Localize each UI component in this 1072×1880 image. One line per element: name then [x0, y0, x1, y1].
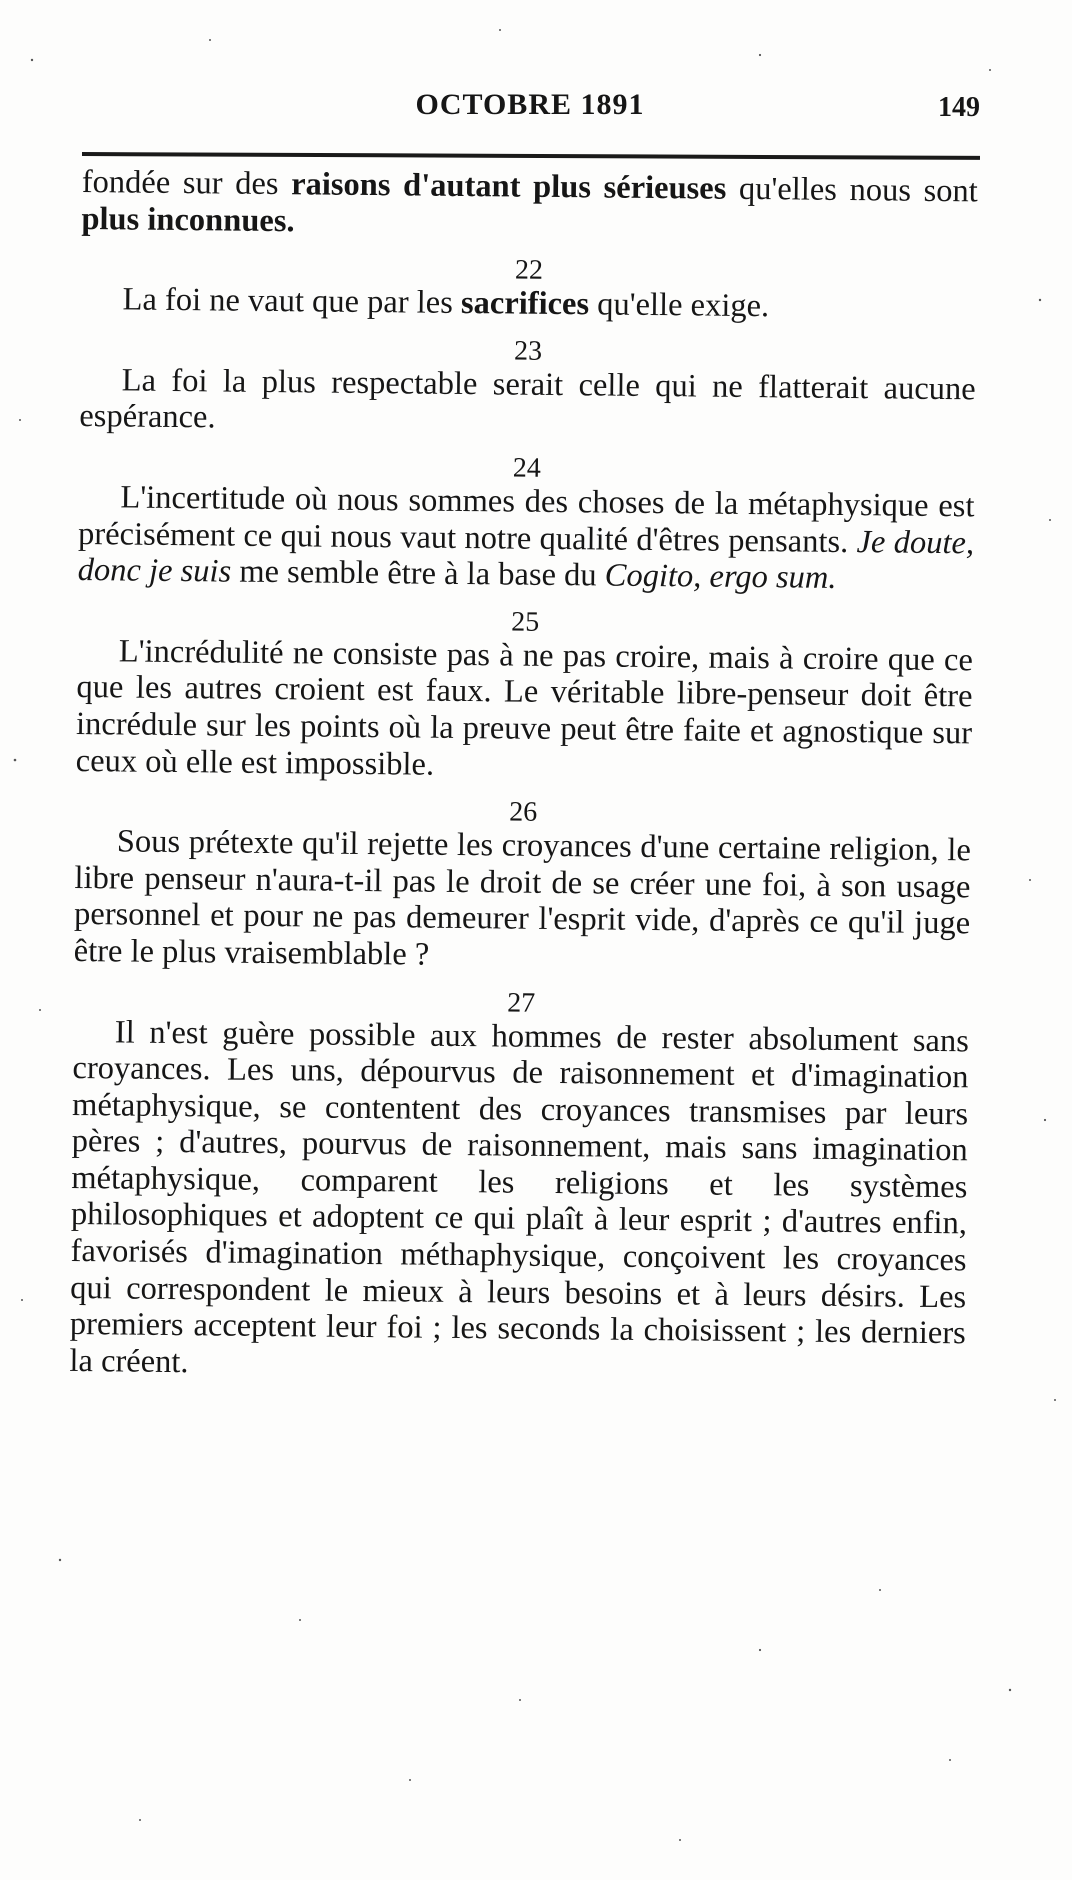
maxim-number-26: 26: [509, 796, 538, 828]
page-number: 149: [938, 92, 980, 123]
maxim-22-text-a: La foi ne vaut que par les: [122, 281, 462, 322]
maxim-26: Sous prétexte qu'il rejette les croyances d'une certaine religion, le libre penseur n'aura-t-il pas le droit de se créer une foi, à son usage personnel et pour ne pas demeurer l'esprit vide, d'après ce qu'il juge être le plus vraisemblable ?: [73, 823, 972, 973]
page-header: [80, 88, 980, 128]
continuation-text-c: qu'elles nous sont: [726, 170, 978, 210]
maxim-22-bold: sacrifices: [460, 285, 590, 323]
maxim-25: L'incrédulité ne consiste pas à ne pas croire, mais à croire que ce que les autres croient est faux. Le véritable libre-penseur doit être incrédule sur les points où la preuve peut être faite et agnostique sur ceux où elle est impossible.: [75, 633, 974, 783]
continuation-bold-b: raisons d'autant plus sérieuses: [290, 166, 727, 207]
continuation-paragraph: [81, 164, 978, 247]
maxim-24-italic-b: Je doute, donc je suis: [77, 523, 975, 590]
maxim-27: Il n'est guère possible aux hommes de rester absolument sans croyances. Les uns, dépourvus de raisonnement et d'imagination métaphysique, se contentent des croyances transmises par leurs pères ; d'autres, pourvus de raisonnement, mais sans imagination métaphysique, comparent les religions et les systèmes philosophiques et adoptent ce qui plaît à leur esprit ; d'autres enfin, favorisés d'imagination méthaphysique, conçoivent les croyances qui correspondent le mieux à leurs besoins et à leurs désirs. Les premiers acceptent leur foi ; les seconds la choisissent ; les derniers la créent.: [69, 1013, 970, 1381]
continuation-text-a: fondée sur des: [81, 164, 292, 203]
running-head: OCTOBRE 1891: [415, 88, 645, 121]
maxim-number-22: 22: [514, 254, 544, 287]
maxim-number-23: 23: [513, 335, 543, 367]
maxim-24-text-a: L'incertitude où nous sommes des choses de la métaphysique est précisément ce qui nous vaut notre qualité d'êtres pensants.: [77, 479, 975, 560]
maxim-22-text-c: qu'elle exige.: [588, 286, 770, 325]
header-rule: [82, 152, 980, 160]
maxim-24-text-c: me semble être à la base du: [231, 553, 605, 594]
continuation-bold-d: plus inconnues.: [81, 200, 295, 239]
maxim-number-24: 24: [512, 452, 542, 484]
maxim-number-27: 27: [507, 986, 536, 1019]
maxim-number-25: 25: [511, 606, 540, 638]
maxim-23: La foi la plus respectable serait celle qui ne flatterait aucune espérance.: [79, 362, 976, 436]
maxim-24: [78, 479, 975, 598]
maxim-24-italic-d: Cogito, ergo sum.: [604, 557, 837, 597]
body-text: [69, 164, 978, 1389]
